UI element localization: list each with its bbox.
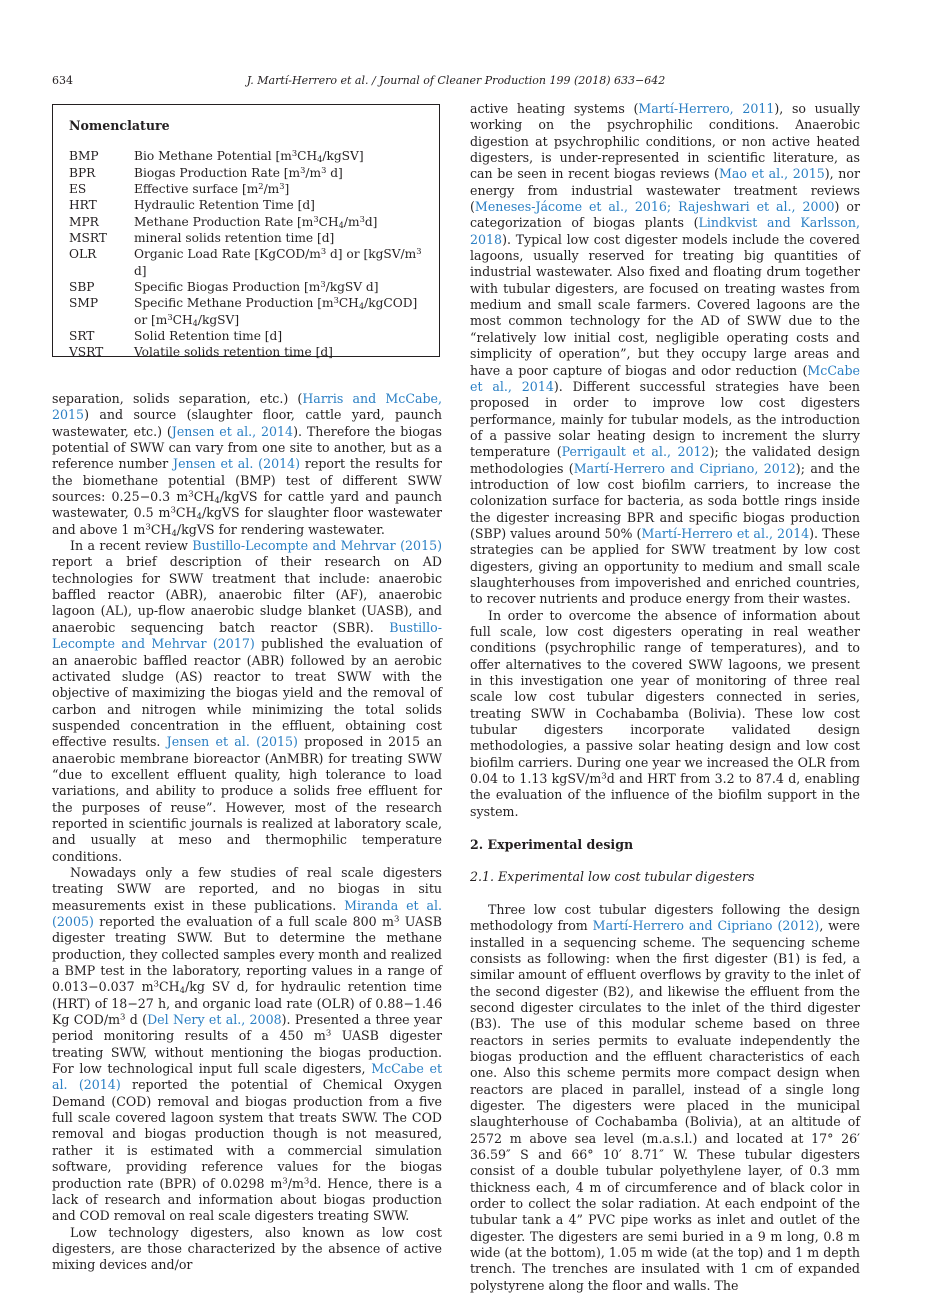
text-run: published the evaluation of an anaerobic baffled reactor (ABR) followed by an aerobic activated sludge (AS) reactor to treat SWW with the objective of maximizing the biogas yield and the removal of carbon and nitrogen while minimizing the total solids suspended concentration in the effluent, obtaining cost effective results.: [52, 636, 442, 750]
nomenclature-entry: [69, 328, 427, 344]
running-title: J. Martí-Herrero et al. / Journal of Cleaner Production 199 (2018) 633−642: [246, 74, 666, 87]
citation-link[interactable]: Martí-Herrero and Cipriano (2012): [592, 918, 820, 934]
nomenclature-def: Specific Biogas Production [$m^3$/kgSV d]: [134, 278, 379, 295]
citation-link[interactable]: McCabe et al., 2014: [470, 362, 860, 394]
text-run: , were installed in a sequencing scheme. The sequencing scheme consists as following: when the first digester (B1) is fed, a similar amount of effluent overflows by gravity to the inlet of the second digester (B2), and likewise the effluent from the second digester circulates to the inlet of the third digester (B3). The use of this modular scheme based on three reactors in series permits to evaluate independently the biogas production and the effluent characteristics of each one. Also this scheme permits more compact design when reactors are placed in parallel, instead of a single long digester. The digesters were placed in the municipal slaughterhouse of Cochabamba (Bolivia), at an altitude of 2572 m above sea level (m.a.s.l.) and located at 17° 26′ 36.59″ S and 66° 10′ 8.71″ W. These tubular digesters consist of a double tubular polyethylene layer, of 0.3 mm thickness each, 4 m of circumference and of black color in order to collect the solar radiation. At each endpoint of the tubular tank a 4” PVC pipe works as inlet and outlet of the digester. The digesters are semi buried in a 9 m long, 0.8 m wide (at the bottom), 1.05 m wide (at the top) and 1 m depth trench. The trenches are insulated with 1 cm of expanded polystyrene along the floor and walls. The: [470, 918, 860, 1293]
nomenclature-abbr: VSRT: [69, 345, 104, 360]
nomenclature-abbr: BMP: [69, 149, 99, 164]
nomenclature-entry: [69, 214, 427, 230]
citation-link[interactable]: Meneses-Jácome et al., 2016; Rajeshwari et al., 2000: [474, 199, 835, 215]
citation-link[interactable]: Del Nery et al., 2008: [147, 1012, 282, 1028]
nomenclature-title: Nomenclature: [69, 118, 170, 133]
nomenclature-entry: [69, 181, 427, 197]
text-run: reported the evaluation of a full scale 800 $m^3$ UASB digester treating SWW. But to determine the methane production, they collected samples every month and realized a BMP test in the laboratory, reporting values in a range of 0.013−0.037 $m^3CH_4/kg$ SV d, for hydraulic retention time (HRT) of 18−27 h, and organic load rate (OLR) of 0.88−1.46 Kg COD/$m^3$ d (: [52, 914, 442, 1028]
nomenclature-abbr: HRT: [69, 198, 97, 213]
paragraph: [52, 865, 442, 1225]
page-number: 634: [52, 74, 73, 87]
nomenclature-abbr: BPR: [69, 165, 96, 180]
text-run: ). Different successful strategies have been proposed in order to improve low cost digesters performance, mainly for tubular models, as the introduction of a passive solar heating design to increment the slurry temperature (: [470, 378, 860, 460]
nomenclature-def: Organic Load Rate [$KgCOD/m^3$ d] or [$kgSV/m^3$ d]: [134, 246, 422, 278]
page-header: [52, 73, 860, 89]
nomenclature-entry: [69, 148, 427, 164]
text-run: separation, solids separation, etc.) (: [52, 391, 303, 406]
paragraph: [470, 101, 860, 608]
nomenclature-def: Bio Methane Potential $[m^3CH_4/kgSV]$: [134, 148, 364, 165]
text-run: ); and the introduction of low cost biofilm carriers, to increase the colonization surface for bacteria, as soda bottle rings inside the digester increasing BPR and specific biogas production (SBP) values around 50% (: [470, 460, 860, 541]
citation-link[interactable]: Bustillo-Lecompte and Mehrvar (2017): [52, 619, 442, 652]
text-run: ); the validated design methodologies (: [470, 444, 860, 476]
text-run: ). Therefore the biogas potential of SWW can vary from one site to another, but as a reference number: [52, 423, 443, 472]
citation-link[interactable]: Jensen et al. (2014): [173, 456, 301, 472]
nomenclature-entry: [69, 295, 427, 328]
citation-link[interactable]: Bustillo-Lecompte and Mehrvar (2015): [192, 538, 443, 554]
text-run: reported the potential of Chemical Oxygen Demand (COD) removal and biogas production from a five full scale covered lagoon system that treats SWW. The COD removal and biogas production though is not measured, rather it is estimated with a commercial simulation software, providing reference values for the biogas production rate (BPR) of 0.0298 $m^3/m^3d$. Hence, there is a lack of research and information about biogas production and COD removal on real scale digesters treating SWW.: [52, 1077, 443, 1224]
nomenclature-def: Volatile solids retention time [d]: [134, 345, 333, 360]
text-run: ). Typical low cost digester models include the covered lagoons, usually reserved for treating big quantities of industrial wastewater. Also fixed and floating drum together with tubular digesters, are focused on treating wastes from medium and small scale farmers. Covered lagoons are the most common technology for the AD of SWW due to the “relatively low initial cost, negligible operating costs and simplicity of operation”, but they occupy large areas and have a poor capture of biogas and odor reduction (: [470, 231, 860, 378]
text-run: report a brief description of their research on AD technologies for SWW treatment that include: anaerobic baffled reactor (ABR), anaerobic filter (AF), anaerobic lagoon (AL), up-flow anaerobic sludge blanket (UASB), and anaerobic sequencing batch reactor (SBR).: [52, 554, 442, 635]
text-run: ), so usually working on the psychrophilic conditions. Anaerobic digestion at psychrophilic conditions, or non active heated digesters, is under-represented in scientific literature, as can be seen in recent biogas reviews (: [470, 101, 860, 182]
citation-link[interactable]: Martí-Herrero et al., 2014: [641, 525, 810, 541]
nomenclature-entry: [69, 230, 427, 246]
right-column: [470, 101, 860, 1294]
nomenclature-abbr: SBP: [69, 280, 95, 295]
nomenclature-box: [52, 104, 440, 360]
text-run: ) and source (slaughter floor, cattle yard, paunch wastewater, etc.) (: [52, 407, 442, 439]
text-run: ), nor energy from industrial wastewater treatment reviews (: [470, 166, 860, 215]
citation-link[interactable]: Martí-Herrero, 2011: [638, 101, 775, 116]
citation-link[interactable]: Perrigault et al., 2012: [561, 444, 710, 460]
text-run: ). Presented a three year period monitoring results of a 450 $m^3$ UASB digester treating SWW, without mentioning the biogas production. For low technological input full scale digesters,: [52, 1012, 443, 1077]
nomenclature-entry: [69, 279, 427, 295]
citation-link[interactable]: Jensen et al., 2014: [171, 423, 294, 439]
citation-link[interactable]: Martí-Herrero and Cipriano, 2012: [573, 460, 796, 476]
paragraph: In order to overcome the absence of information about full scale, low cost digesters operating in real weather conditions (psychrophilic range of temperatures), and to offer alternatives to the covered SWW lagoons, we present in this investigation one year of monitoring of three real scale low cost tubular digesters connected in series, treating SWW in Cochabamba (Bolivia). These low cost tubular digesters incorporate validated design methodologies, a passive solar heating design and low cost biofilm carriers. During one year we increased the OLR from 0.04 to 1.13 kgSV/$m^3d$ and HRT from 3.2 to 87.4 d, enabling the evaluation of the influence of the biofilm support in the system.: [470, 607, 860, 819]
citation-link[interactable]: Lindkvist and Karlsson, 2018: [470, 215, 860, 247]
text-run: proposed in 2015 an anaerobic membrane bioreactor (AnMBR) for treating SWW “due to excellent effluent quality, high tolerance to load variations, and ability to produce a solids free effluent for the purposes of reuse”. However, most of the research reported in scientific journals is realized at laboratory scale, and usually at meso and thermophilic temperature conditions.: [52, 734, 443, 864]
paragraph: [470, 902, 860, 1294]
nomenclature-def: mineral solids retention time [d]: [134, 231, 335, 246]
nomenclature-abbr: SRT: [69, 329, 95, 344]
text-run: ). These strategies can be applied for SWW treatment by low cost digesters, giving an opportunity to medium and small scale slaughterhouses from impoverished and enriched countries, to recover nutrients and produce energy from their wastes.: [470, 525, 860, 607]
nomenclature-entry: [69, 197, 427, 213]
citation-link[interactable]: McCabe et al. (2014): [52, 1061, 442, 1093]
citation-link[interactable]: Miranda et al. (2005): [52, 897, 442, 929]
nomenclature-def: Solid Retention time [d]: [134, 329, 283, 344]
nomenclature-abbr: ES: [69, 182, 87, 197]
nomenclature-def: Effective surface $[m^2/m^3]$: [134, 180, 290, 197]
text-run: report the results for the biomethane potential (BMP) test of different SWW sources: 0.25−0.3 $m^3CH_4$/kgVS for cattle yard and paunch wastewater, 0.5 $m^3CH_4$/kgVS for slaughter floor wastewater and above 1 $m^3CH_4$/kgVS for rendering wastewater.: [52, 456, 442, 539]
left-column: [52, 391, 442, 1274]
paragraph: Low technology digesters, also known as low cost digesters, are those characterized by the absence of active mixing devices and/or: [52, 1224, 442, 1273]
text-run: Three low cost tubular digesters following the design methodology from: [470, 901, 860, 934]
text-run: ) or categorization of biogas plants (: [470, 199, 860, 231]
nomenclature-def: Biogas Production Rate [$m^3/m^3$ d]: [134, 164, 343, 180]
nomenclature-abbr: OLR: [69, 247, 97, 262]
subsection-heading: 2.1. Experimental low cost tubular digesters: [470, 869, 755, 885]
nomenclature-def: Hydraulic Retention Time [d]: [134, 198, 315, 213]
citation-link[interactable]: Jensen et al. (2015): [166, 734, 298, 750]
nomenclature-abbr: SMP: [69, 296, 99, 311]
nomenclature-abbr: MPR: [69, 214, 99, 229]
paragraph: [52, 391, 442, 538]
text-run: In a recent review: [70, 538, 193, 554]
citation-link[interactable]: Mao et al., 2015: [718, 166, 825, 182]
nomenclature-entry: [69, 246, 427, 279]
text-run: active heating systems (: [470, 101, 639, 116]
nomenclature-def: Specific Methane Production $[m^3CH_4/kgCOD]$ or $[m^3CH_4/kgSV]$: [134, 295, 418, 328]
section-heading: 2. Experimental design: [470, 837, 634, 853]
paragraph: [52, 538, 442, 865]
nomenclature-abbr: MSRT: [69, 231, 107, 246]
citation-link[interactable]: Harris and McCabe, 2015: [52, 391, 442, 423]
nomenclature-entry: [69, 344, 427, 360]
nomenclature-def: Methane Production Rate $[m^3CH_4/m^3d]$: [134, 213, 378, 230]
text-run: Nowadays only a few studies of real scale digesters treating SWW are reported, and no biogas in situ measurements exist in these publications.: [52, 864, 442, 913]
nomenclature-entry: [69, 165, 427, 181]
